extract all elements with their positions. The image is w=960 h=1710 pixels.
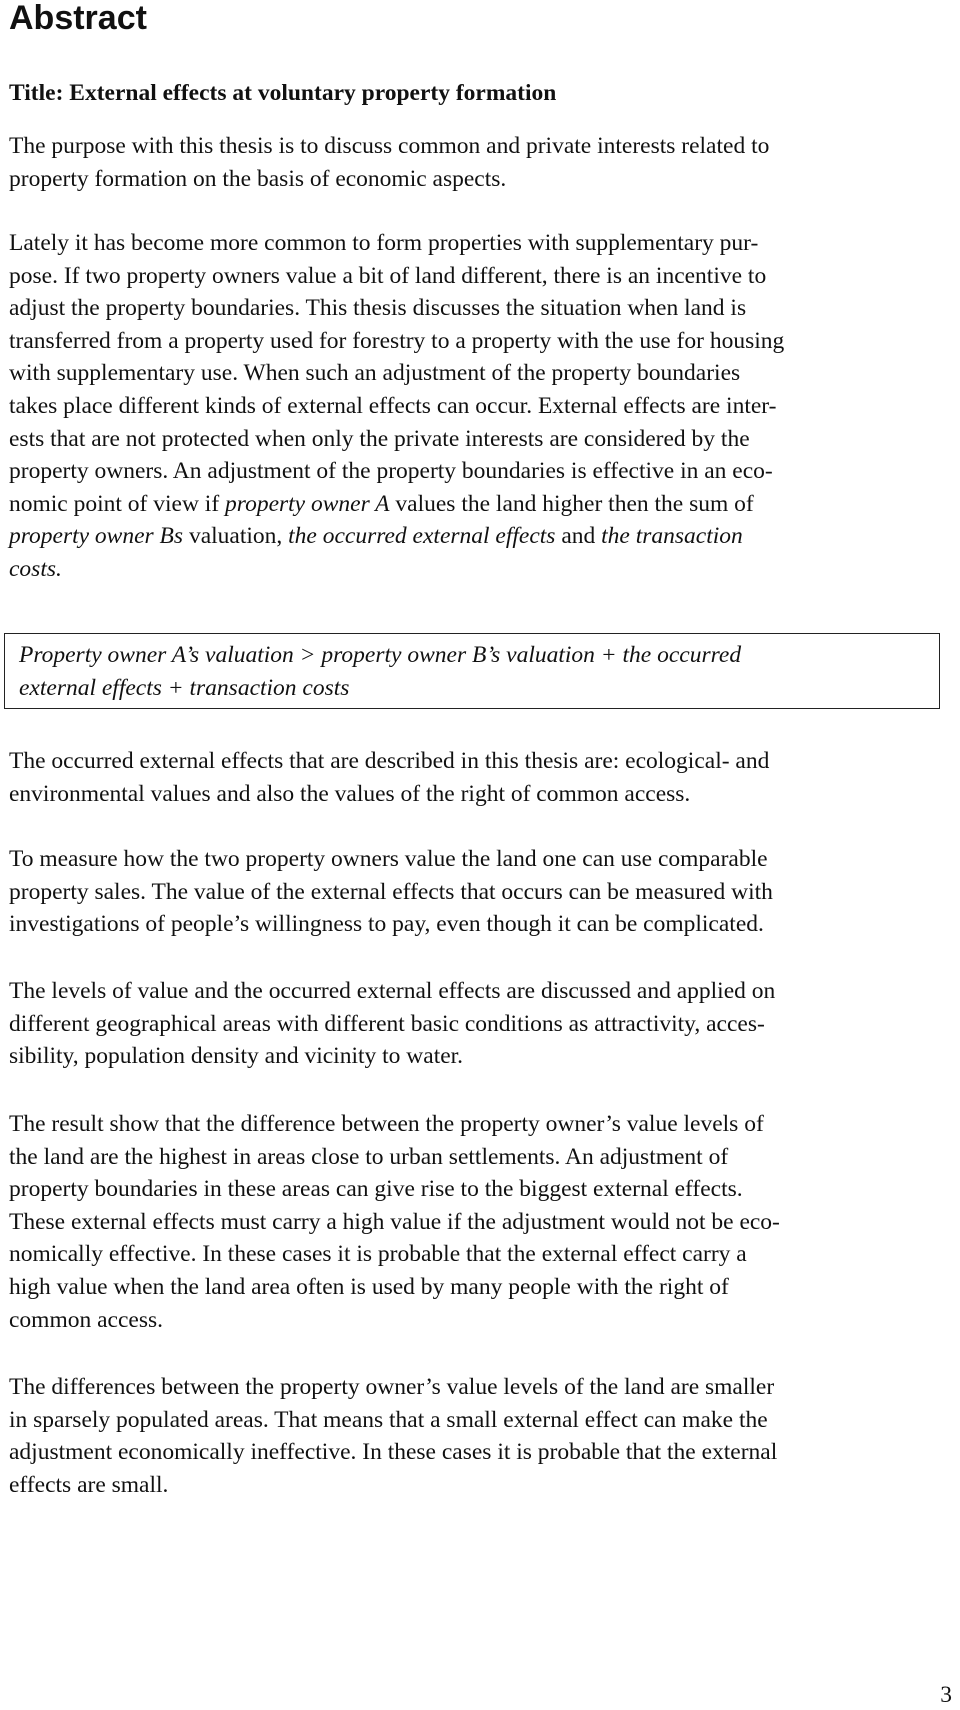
page-number: 3 [940,1682,952,1708]
formula-line: external effects + transaction costs [19,674,350,701]
text-line: different geographical areas with different basic conditions as attractivity, acces- [9,1010,765,1037]
italic-run: property owner Bs [9,523,184,550]
text-line: adjust the property boundaries. This thesis discusses the situation when land is [9,295,747,322]
italic-run: costs. [9,555,62,582]
paragraph-sparse-areas [9,1371,949,1501]
italic-run: the occurred external effects [288,523,556,550]
text-line: nomically effective. In these cases it is probable that the external effect carry a [9,1241,747,1268]
text-line: The purpose with this thesis is to discuss common and private interests related to [9,133,770,159]
text-line: These external effects must carry a high value if the adjustment would not be eco- [9,1208,780,1235]
formula-line: Property owner A’s valuation > property owner B’s valuation + the occurred [19,642,742,668]
paragraph-value-levels [9,975,949,1073]
text-line: pose. If two property owners value a bit of land different, there is an incentive to [9,262,767,289]
text-line: the land are the highest in areas close to urban settlements. An adjustment of [9,1143,729,1170]
text-line: property owners. An adjustment of the property boundaries is effective in an eco- [9,458,773,485]
text-line: takes place different kinds of external effects can occur. External effects are inter- [9,392,777,419]
text-line: To measure how the two property owners value the land one can use comparable [9,846,768,872]
paragraph-results [9,1108,949,1336]
text-line: sibility, population density and vicinity to water. [9,1043,464,1070]
formula-box [4,633,940,709]
text-line [9,520,949,553]
text-line: investigations of people’s willingness to pay, even though it can be complicated. [9,911,764,938]
text-run: valuation, [183,523,289,550]
text-line: in sparsely populated areas. That means that a small external effect can make the [9,1406,768,1433]
text-line: property formation on the basis of economic aspects. [9,165,507,192]
text-line: The result show that the difference between the property owner’s value levels of [9,1111,764,1137]
text-line: The differences between the property owner’s value levels of the land are smaller [9,1374,775,1400]
text-line: adjustment economically ineffective. In these cases it is probable that the external [9,1439,778,1466]
paragraph-measurement [9,843,949,941]
italic-run: the transaction [601,523,743,550]
paragraph-purpose [9,130,949,195]
text-line [9,488,949,521]
text-run: nomic point of view if [9,490,226,517]
text-line: The levels of value and the occurred external effects are discussed and applied on [9,978,776,1004]
text-run: values the land higher then the sum of [389,490,754,517]
text-line: ests that are not protected when only the private interests are considered by the [9,425,750,452]
text-line: high value when the land area often is used by many people with the right of [9,1273,729,1300]
paragraph-background [9,227,949,586]
text-line: property boundaries in these areas can give rise to the biggest external effects. [9,1176,743,1203]
thesis-title: Title: External effects at voluntary property formation [9,80,557,106]
paragraph-external-effects [9,745,949,810]
text-line: effects are small. [9,1471,169,1498]
text-line: transferred from a property used for forestry to a property with the use for housing [9,327,785,354]
text-line: property sales. The value of the external effects that occurs can be measured with [9,878,773,905]
text-line: environmental values and also the values of the right of common access. [9,780,691,807]
italic-run: property owner A [225,490,390,517]
page-heading: Abstract [9,0,147,37]
text-line: common access. [9,1306,164,1333]
text-line: Lately it has become more common to form properties with supplementary pur- [9,230,759,256]
text-line: The occurred external effects that are described in this thesis are: ecological- and [9,748,770,774]
text-run: and [555,523,602,550]
text-line: with supplementary use. When such an adjustment of the property boundaries [9,360,741,387]
